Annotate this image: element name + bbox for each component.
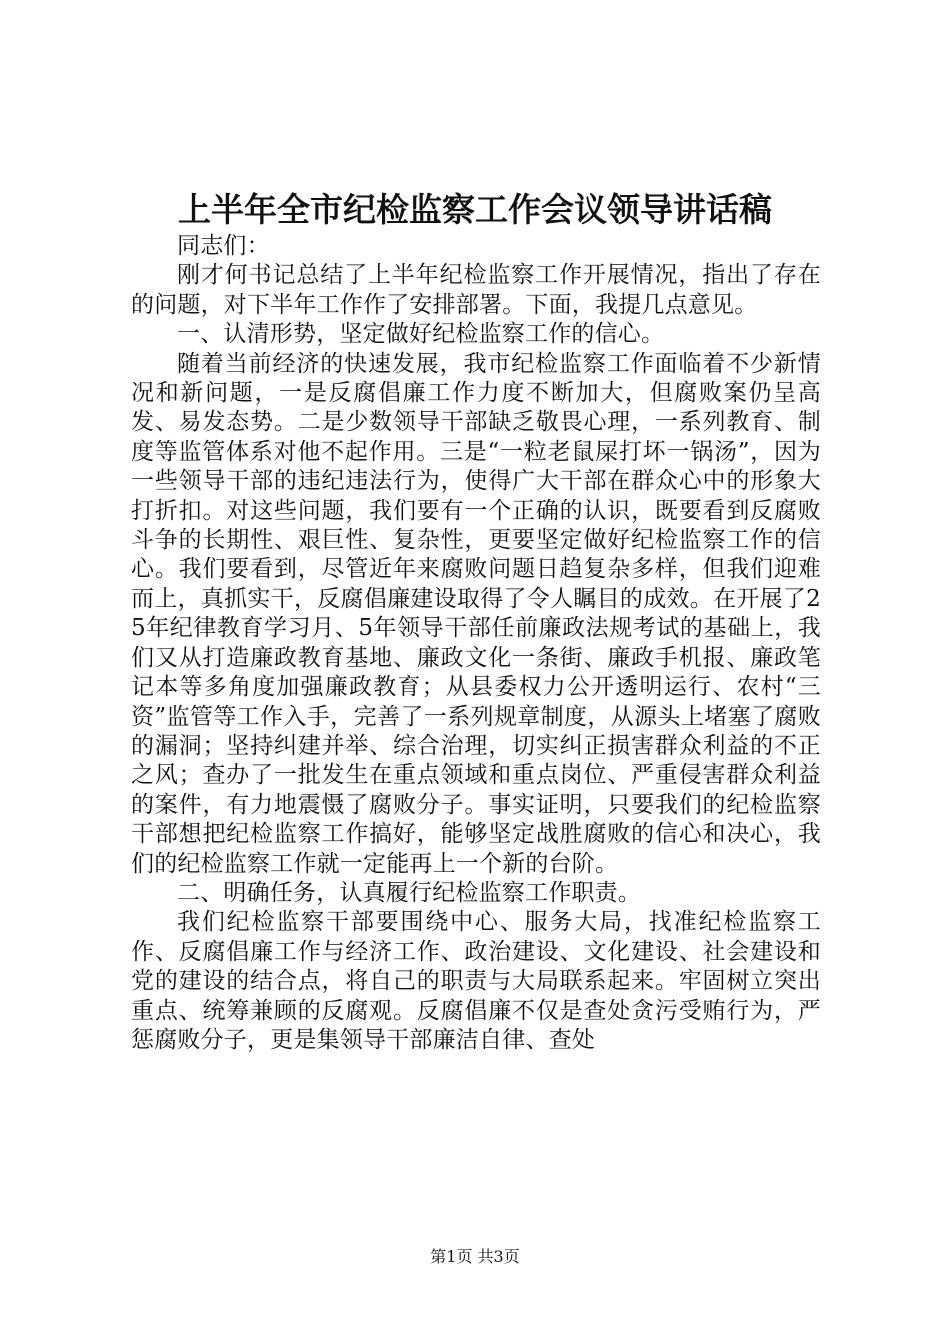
paragraph-salutation: 同志们： [177,233,270,259]
page-footer: 第1页 共3页 [430,1247,520,1266]
section-heading-1: 一、认清形势，坚定做好纪检监察工作的信心。 [177,321,665,348]
paragraph-tasks: 我们纪检监察干部要围绕中心、服务大局，找准纪检监察工作、反腐倡廉工作与经济工作、政治建设、文化建设、社会建设和党的建设的结合点，将自己的职责与大局联系起来。牢固树立突出重点、统筹兼顾的反腐观。反腐倡廉不仅是查处贪污受贿行为，严惩腐败分子，更是集领导干部廉洁自律、查处 [131,909,821,1053]
paragraph-situation: 随着当前经济的快速发展，我市纪检监察工作面临着不少新情况和新问题，一是反腐倡廉工作力度不断加大，但腐败案仍呈高发、易发态势。二是少数领导干部缺乏敬畏心理，一系列教育、制度等监管体系对他不起作用。三是“一粒老鼠屎打坏一锅汤”，因为一些领导干部的违纪违法行为，使得广大干部在群众心中的形象大打折扣。对这些问题，我们要有一个正确的认识，既要看到反腐败斗争的长期性、艰巨性、复杂性，更要坚定做好纪检监察工作的信心。我们要看到，尽管近年来腐败问题日趋复杂多样，但我们迎难而上，真抓实干，反腐倡廉建设取得了令人瞩目的成效。在开展了25年纪律教育学习月、5年领导干部任前廉政法规考试的基础上，我们又从打造廉政教育基地、廉政文化一条街、廉政手机报、廉政笔记本等多角度加强廉政教育；从县委权力公开透明运行、农村“三资”监管等工作入手，完善了一系列规章制度，从源头上堵塞了腐败的漏洞；坚持纠建并举、综合治理，切实纠正损害群众利益的不正之风；查办了一批发生在重点领域和重点岗位、严重侵害群众利益的案件，有力地震慑了腐败分子。事实证明，只要我们的纪检监察干部想把纪检监察工作搞好，能够坚定战胜腐败的信心和决心，我们的纪检监察工作就一定能再上一个新的台阶。 [131,350,821,877]
section-heading-2: 二、明确任务，认真履行纪检监察工作职责。 [177,879,641,906]
document-title: 上半年全市纪检监察工作会议领导讲话稿 [178,190,772,229]
document-body [131,232,821,1055]
paragraph-intro: 刚才何书记总结了上半年纪检监察工作开展情况，指出了存在的问题，对下半年工作作了安排部署。下面，我提几点意见。 [131,262,821,318]
